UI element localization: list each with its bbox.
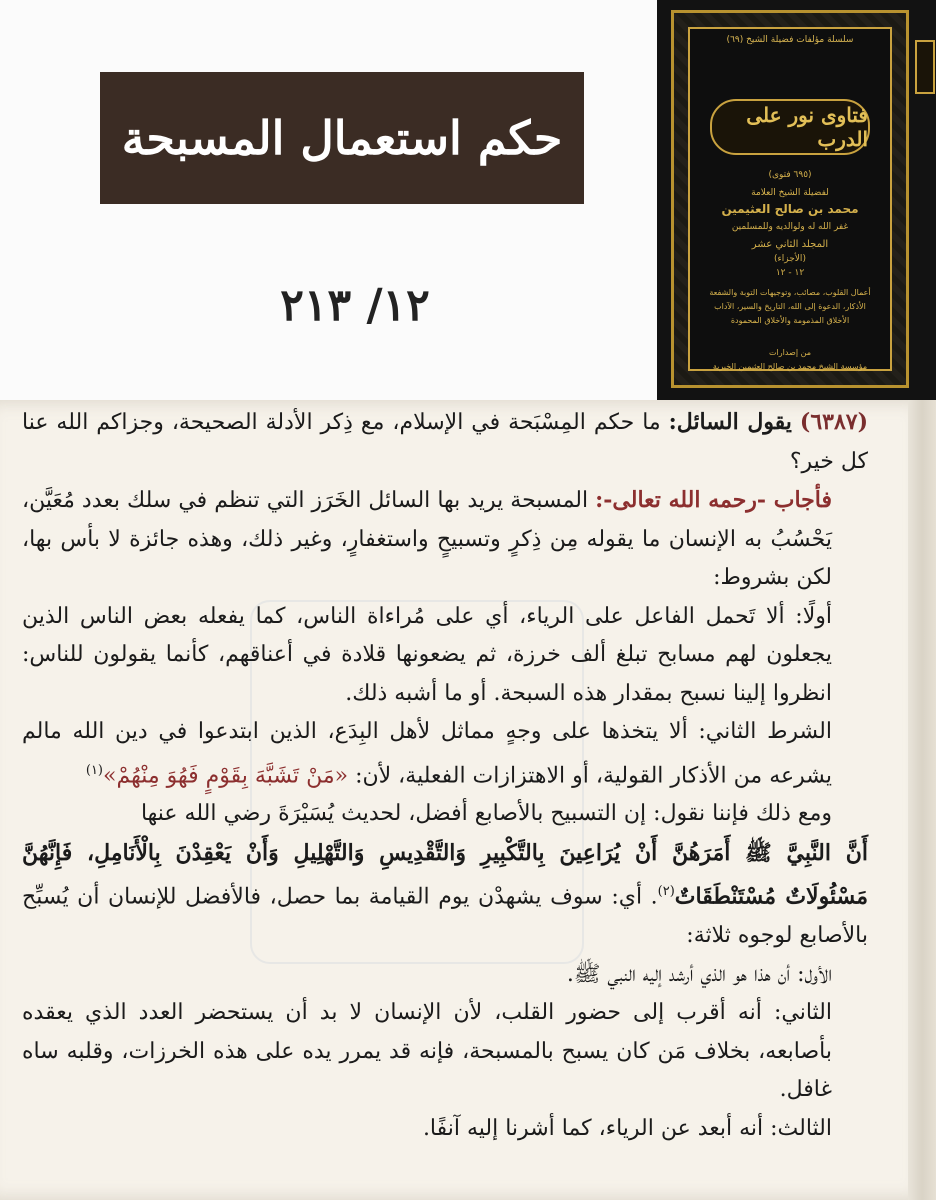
question-text: ما حكم المِسْبَحة في الإسلام، مع ذِكر الأدلة الصحيحة، وجزاكم الله عنا كل خير؟ [22, 410, 868, 474]
with-that-paragraph [22, 795, 868, 834]
reason-2: الثاني: أنه أقرب إلى حضور القلب، لأن الإنسان لا بد أن يستحضر العدد الذي يعقده بأصابعه، بخلاف مَن كان يسبح بالمسبحة، فإنه قد يمرر يده على هذه الخرزات، وقلبه ساه غافل. [22, 1000, 832, 1103]
page-text [22, 403, 868, 1148]
page-title: حكم استعمال المسبحة [121, 111, 563, 165]
hadith-2-paragraph: أَنَّ النَّبِيَّ ﷺ أَمَرَهُنَّ أَنْ يُرَاعِينَ بِالتَّكْبِيرِ وَالتَّقْدِيسِ وَالتَّهْلِيلِ وَأَنْ يَعْقِدْنَ بِالْأَنَامِلِ، فَإِنَّهُنَّ مَسْئُولَاتٌ مُسْتَنْطَقَاتٌ$^{(٢)}$. أي: سوف يشهدْن يوم القيامة بما حصل، فالأفضل للإنسان أن يُسبِّح بالأصابع لوجوه ثلاثة: [22, 839, 868, 949]
question-lead: يقول السائل: [668, 409, 792, 435]
cover-topics-1: أعمال القلوب، مصائب، وتوجيهات التوبة والشفعة [709, 288, 871, 297]
condition-2: الشرط الثاني: ألا يتخذها على وجهٍ مماثل لأهل البِدَع، الذين ابتدعوا في دين الله مالم يشرعه من الأذكار القولية، أو الاهتزازات الفعلية، لأن: [22, 719, 832, 788]
title-banner [100, 72, 584, 204]
footnote-1: (١) [85, 762, 103, 778]
cover-inner-panel [688, 27, 892, 371]
condition-1: أولًا: ألا تَحمل الفاعل على الرياء، أي على مُراءاة الناس، كما يفعله بعض الناس الذين يجعلون لهم مسابح تبلغ ألف خرزة، ثم يضعونها قلادة في أعناقهم، كأنما يقولون للناس: انظروا إلينا نسبح بمقدار هذه السبحة. أو ما أشبه ذلك. [22, 603, 832, 706]
reference-number: ١٢/ ٢١٣ [280, 280, 430, 331]
question-number: (٦٣٨٧) [799, 409, 869, 435]
cover-publisher-2: مؤسسة الشيخ محمد بن صالح العثيمين الخيرية [712, 362, 868, 371]
reason-3: الثالث: أنه أبعد عن الرياء، كما أشرنا إليه آنفًا. [422, 1115, 832, 1141]
cover-publisher-1: من إصدارات [769, 348, 811, 357]
page-edge [908, 400, 936, 1200]
question-paragraph [22, 403, 868, 481]
cover-frame [671, 10, 909, 388]
cover-count: (٦٩٥ فتوى) [768, 170, 812, 180]
after-hadith: أي: سوف يشهدْن يوم القيامة بما حصل، فالأفضل للإنسان أن يُسبِّح بالأصابع لوجوه ثلاثة: [22, 884, 868, 949]
reason-1: الأول: أن هذا هو الذي أرشد إليه النبي ﷺ. [566, 961, 832, 987]
answer-text: المسبحة يريد بها السائل الخَرَز التي تنظم في سلك بعدد مُعَيَّن، يَحْسُبُ به الإنسان ما يقوله مِن ذِكرٍ وتسبيحٍ واستغفارٍ، وغير ذلك، وهذه جائزة لا بأس بها، لكن بشروط: [22, 488, 832, 590]
answer-paragraph [22, 481, 868, 598]
cover-ribbon [915, 40, 935, 94]
cover-author-prefix: لفضيلة الشيخ العلامة [751, 188, 829, 198]
cover-dua: غفر الله له ولوالديه وللمسلمين [731, 222, 849, 232]
hadith-1: «مَنْ تَشَبَّهَ بِقَوْمٍ فَهُوَ مِنْهُمْ» [103, 762, 349, 788]
cover-author: محمد بن صالح العثيمين [721, 202, 859, 216]
cover-title: فتاوى نور على الدرب [746, 103, 868, 151]
book-cover-image [657, 0, 936, 400]
answer-lead: فأجاب -رحمه الله تعالى-: [595, 487, 832, 513]
cover-topics-3: الأخلاق المذمومة والأخلاق المحمودة [730, 316, 850, 325]
cover-topics-2: الأذكار، الدعوة إلى الله، التاريخ والسير، الآداب [714, 302, 866, 311]
footnote-2: (٢) [657, 884, 675, 900]
with-that: ومع ذلك فإننا نقول: إن التسبيح بالأصابع أفضل، لحديث يُسَيْرَةَ رضي الله عنها [140, 801, 832, 827]
condition-2-paragraph [22, 713, 868, 795]
cover-title-box [710, 99, 870, 155]
cover-series: سلسلة مؤلفات فضيلة الشيخ (٦٩) [726, 35, 854, 45]
hadith-2: أَنَّ النَّبِيَّ ﷺ أَمَرَهُنَّ أَنْ يُرَاعِينَ بِالتَّكْبِيرِ وَالتَّقْدِيسِ وَالتَّهْلِيلِ وَأَنْ يَعْقِدْنَ بِالْأَنَامِلِ، فَإِنَّهُنَّ مَسْئُولَاتٌ مُسْتَنْطَقَاتٌ [22, 839, 868, 910]
cover-range: ١٢ - ١٢ [775, 268, 805, 278]
cover-volume: المجلد الثاني عشر [751, 239, 829, 250]
cover-volume-sub: (الأجزاء) [774, 254, 806, 264]
